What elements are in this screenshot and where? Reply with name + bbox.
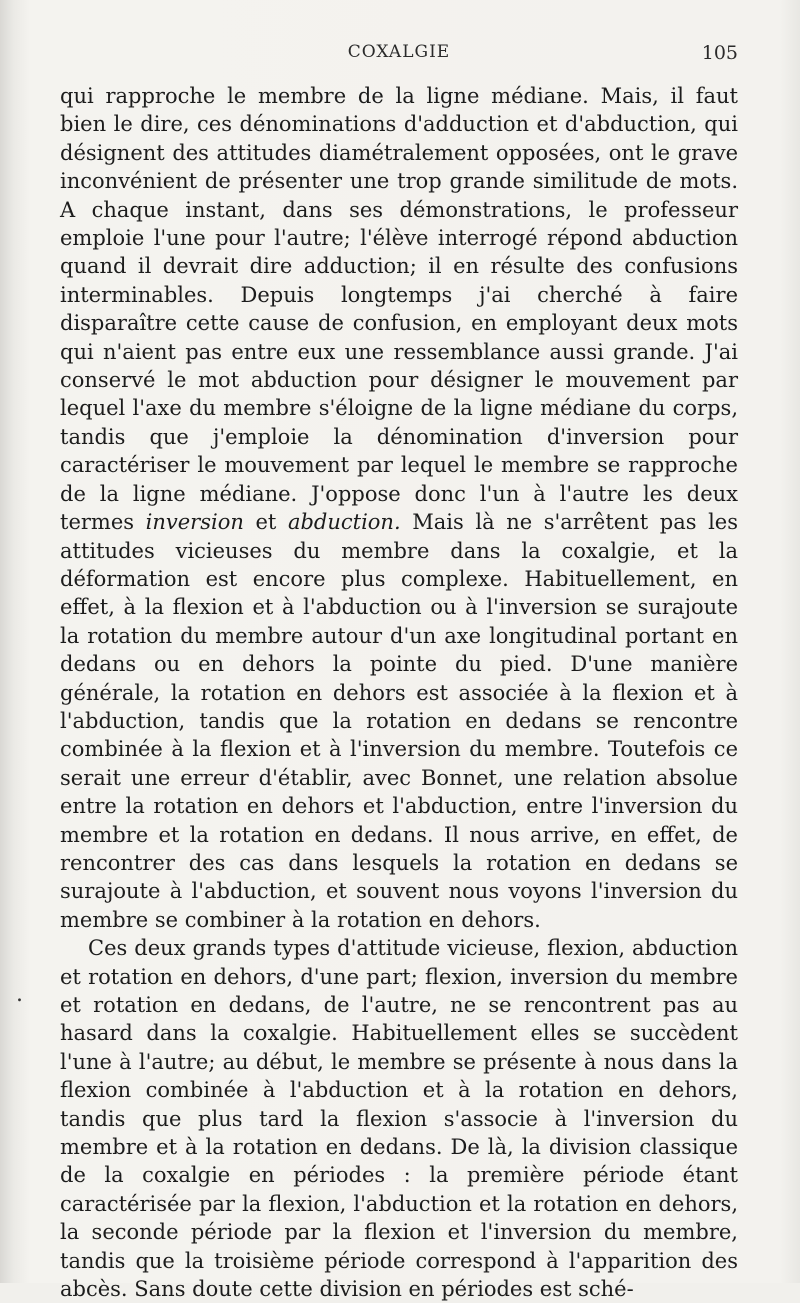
paragraph-1 <box>60 82 738 934</box>
paragraph-1-text-b: et <box>243 510 288 535</box>
running-head <box>60 42 738 72</box>
running-title: COXALGIE <box>347 42 451 62</box>
term-inversion: inversion <box>145 510 244 535</box>
paragraph-2: Ces deux grands types d'attitude vicieuse, flexion, abduction et rotation en dehors, d'une part; flexion, inversion du membre et rotation en dedans, de l'autre, ne se rencontrent pas au hasard dans la coxalgie. Habituellement elles se succèdent l'une à l'autre; au début, le membre se présente à nous dans la flexion combinée à l'abduction et à la rotation en dehors, tandis que plus tard la flexion s'associe à l'inversion du membre et à la rotation en dedans. De là, la division classique de la coxalgie en périodes : la première période étant caractérisée par la flexion, l'abduction et la rotation en dehors, la seconde période par la flexion et l'inversion du membre, tandis que la troisième période correspond à l'apparition des abcès. Sans doute cette division en périodes est sché- <box>60 936 738 1302</box>
term-abduction: abduction. <box>287 510 401 535</box>
page-number: 105 <box>701 42 738 64</box>
paragraph-1-text-c: Mais là ne s'arrêtent pas les attitudes vicieuses du membre dans la coxalgie, et la déformation est encore plus complexe. Habituellement, en effet, à la flexion et à l'abduction ou à l'inversion se surajoute la rotation du membre autour d'un axe longitudinal portant en dedans ou en dehors la pointe du pied. D'une manière générale, la rotation en dehors est associée à la flexion et à l'abduction, tandis que la rotation en dedans se rencontre combinée à la flexion et à l'inversion du membre. Toutefois ce serait une erreur d'établir, avec Bonnet, une relation absolue entre la rotation en dehors et l'abduction, entre l'inversion du membre et la rotation en dedans. Il nous arrive, en effet, de rencontrer des cas dans lesquels la rotation en dedans se surajoute à l'abduction, et souvent nous voyons l'inversion du membre se combiner à la rotation en dehors. <box>60 510 739 932</box>
paragraph-1-text-a: qui rapproche le membre de la ligne médiane. Mais, il faut bien le dire, ces dénominations d'adduction et d'abduction, qui désignent des attitudes diamétralement opposées, ont le grave inconvénient de présenter une trop grande similitude de mots. A chaque instant, dans ses démonstrations, le professeur emploie l'une pour l'autre; l'élève interrogé répond abduction quand il devrait dire adduction; il en résulte des confusions interminables. Depuis longtemps j'ai cherché à faire disparaître cette cause de confusion, en employant deux mots qui n'aient pas entre eux une ressemblance aussi grande. J'ai conservé le mot abduction pour désigner le mouvement par lequel l'axe du membre s'éloigne de la ligne médiane du corps, tandis que j'emploie la dénomination d'inversion pour caractériser le mouvement par lequel le membre se rapproche de la ligne médiane. J'oppose donc l'un à l'autre les deux termes <box>60 84 738 535</box>
margin-mark: . <box>16 982 23 1007</box>
body-text <box>60 82 738 1303</box>
